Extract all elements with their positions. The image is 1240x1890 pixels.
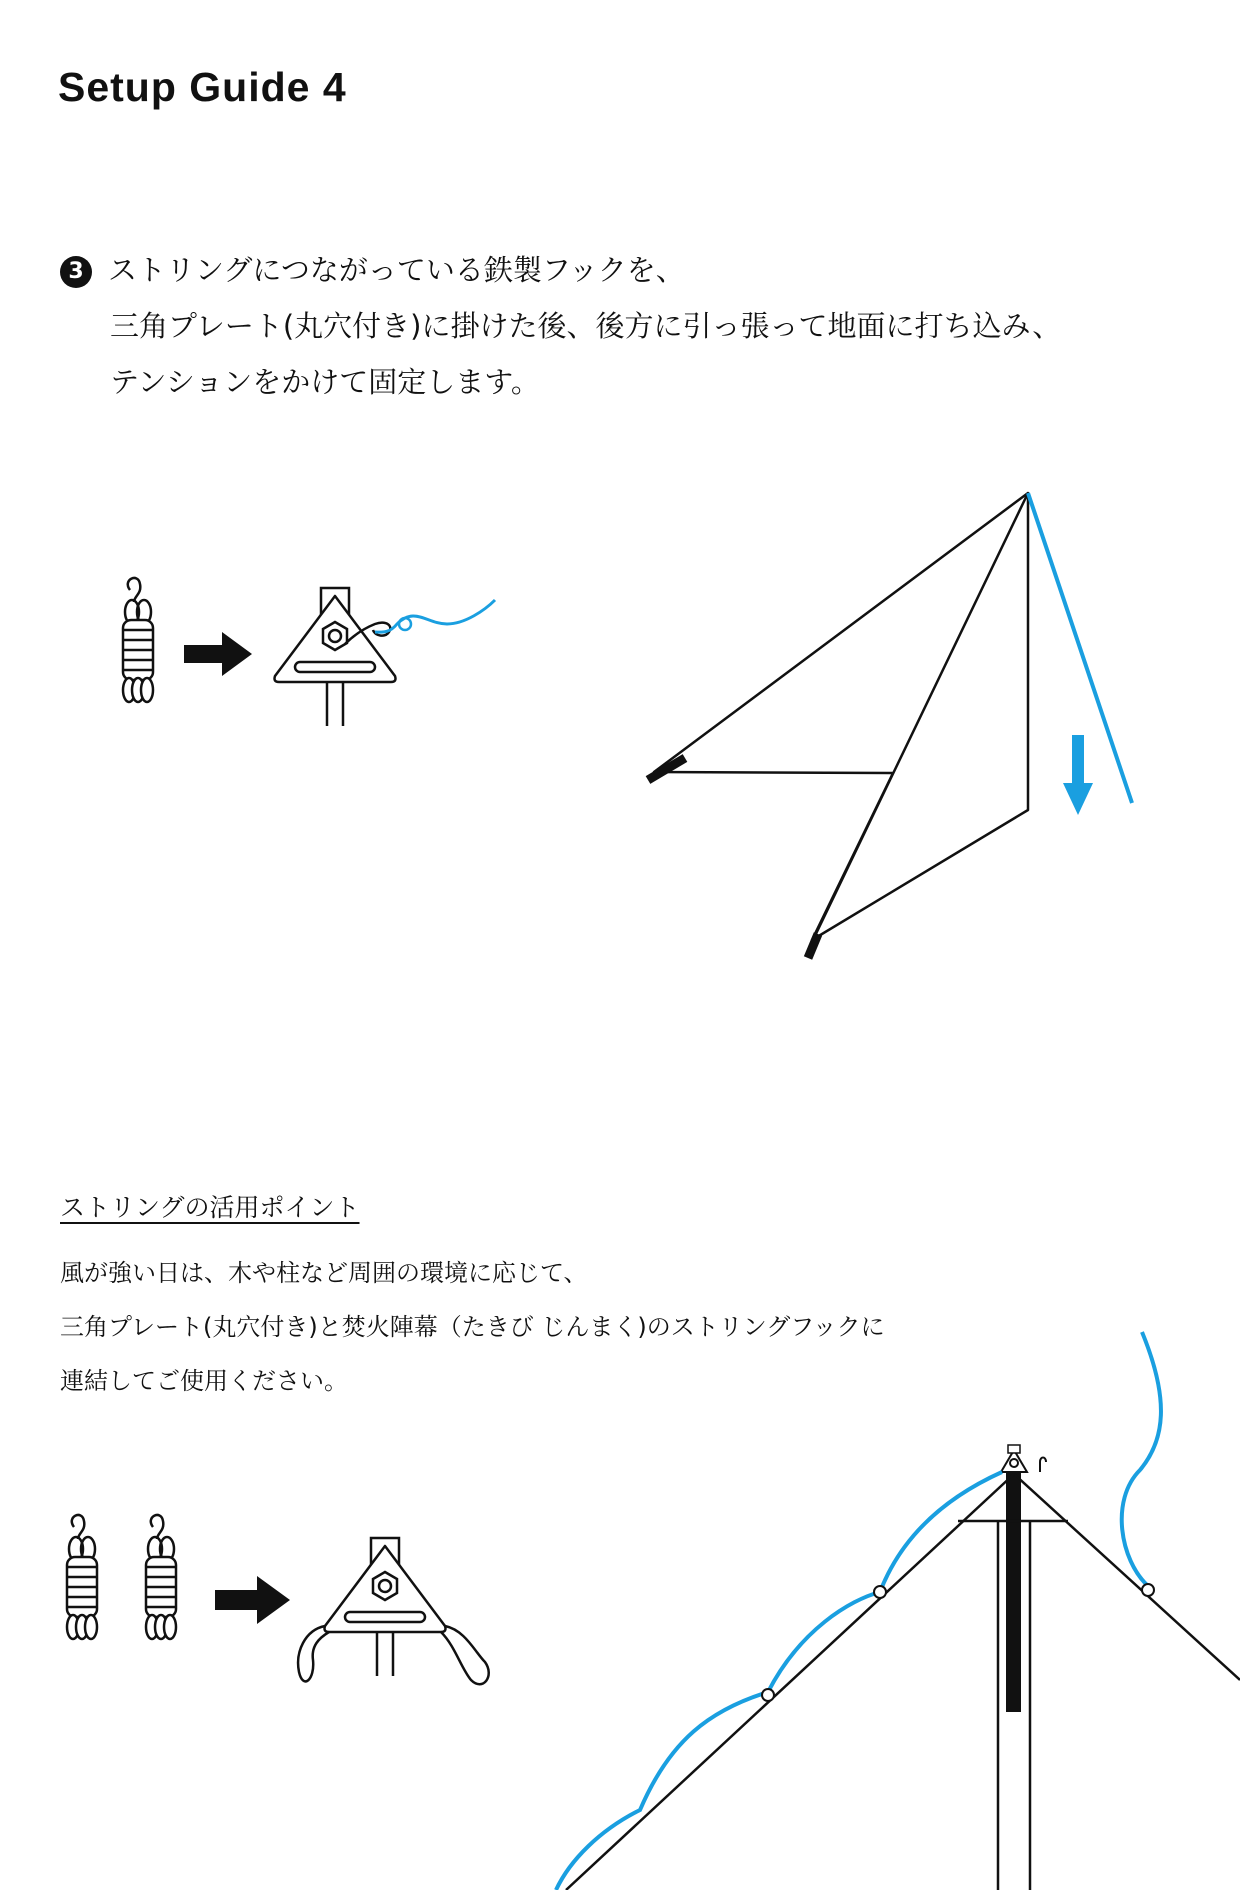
tips-line-2: 三角プレート(丸穴付き)と焚火陣幕（たきび じんまく)のストリングフックに <box>60 1313 885 1341</box>
step-number-badge: 3 <box>60 256 92 288</box>
tarp-diagram <box>648 493 1132 958</box>
step-3-line-2: 三角プレート(丸穴付き)に掛けた後、後方に引っ張って地面に打ち込み、 <box>110 309 1062 343</box>
arrow-down-icon <box>1063 735 1093 815</box>
string-coil-icon <box>146 1515 176 1639</box>
tips-heading: ストリングの活用ポイント <box>60 1193 360 1222</box>
tips-line-1: 風が強い日は、木や柱など周囲の環境に応じて、 <box>60 1259 588 1287</box>
page-title: Setup Guide 4 <box>58 64 347 110</box>
triangle-plate-icon <box>298 1538 489 1684</box>
string-coil-icon <box>123 578 153 702</box>
arrow-right-icon <box>184 632 252 676</box>
arrow-right-icon <box>215 1576 290 1624</box>
step-3-text-1: ストリングにつながっている鉄製フックを、 <box>108 253 685 287</box>
step-3-line-3: テンションをかけて固定します。 <box>110 365 540 399</box>
pole-tarp-diagram <box>556 1332 1240 1890</box>
string-coil-icon <box>67 1515 97 1639</box>
tips-line-3: 連結してご使用ください。 <box>60 1367 348 1395</box>
triangle-plate-icon <box>275 588 496 726</box>
